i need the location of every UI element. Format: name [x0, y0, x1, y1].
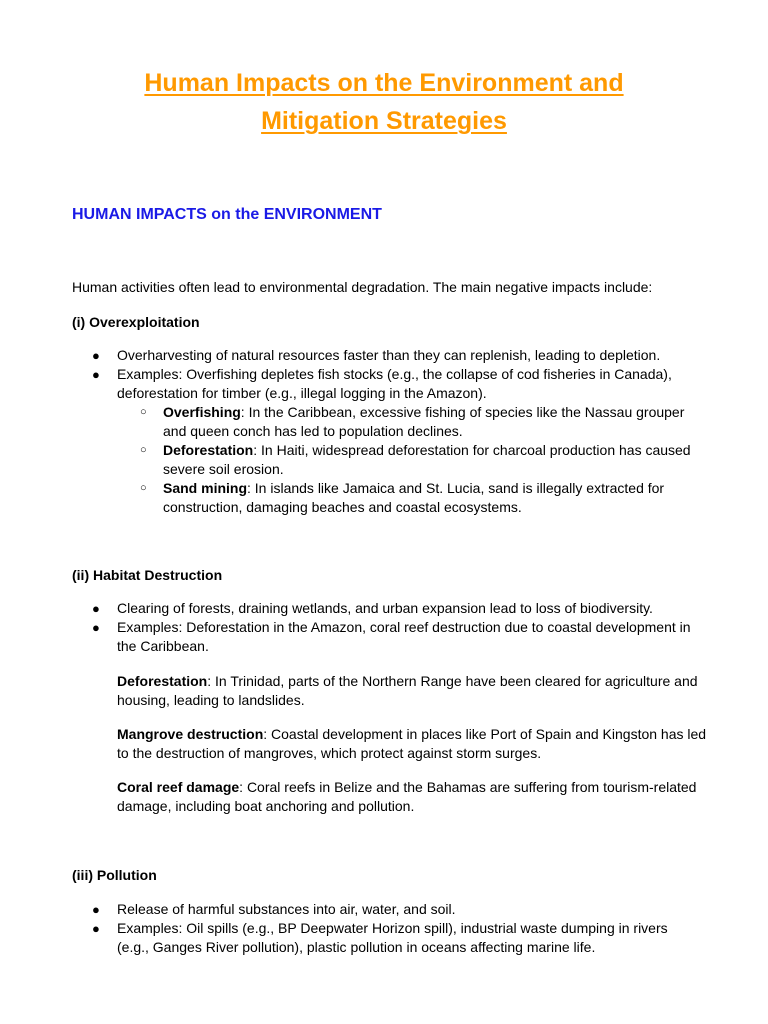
term-text: : Coral reefs in Belize and the Bahamas are suffering from tourism-related damage, including boat anchoring and pollution. — [117, 779, 697, 814]
list-item — [72, 900, 702, 919]
term-text: : In Haiti, widespread deforestation for charcoal production has caused severe soil erosion. — [163, 442, 691, 477]
list-item-text: Overharvesting of natural resources faster than they can replenish, leading to depletion. — [117, 347, 661, 363]
list-item-text: Examples: Overfishing depletes fish stocks (e.g., the collapse of cod fisheries in Canada), deforestation for timber (e.g., illegal logging in the Amazon). — [117, 366, 672, 401]
term-text: : In islands like Jamaica and St. Lucia, sand is illegally extracted for construction, damaging beaches and coastal ecosystems. — [163, 480, 665, 515]
bullet-icon: ● — [92, 921, 100, 936]
sublist-item — [117, 403, 702, 441]
section-heading: HUMAN IMPACTS on the ENVIRONMENT — [72, 206, 382, 223]
list-item — [72, 365, 702, 517]
sublist-item — [117, 479, 702, 517]
bullet-icon: ● — [92, 367, 100, 382]
bullet-icon: ● — [92, 601, 100, 616]
title-line-2: Mitigation Strategies — [261, 107, 507, 135]
circle-bullet-icon: ○ — [140, 444, 147, 456]
term: Mangrove destruction — [117, 726, 264, 742]
list-item-text: Examples: Deforestation in the Amazon, coral reef destruction due to coastal development in the Caribbean. — [117, 619, 691, 654]
list-item — [72, 599, 702, 618]
intro-paragraph: Human activities often lead to environmental degradation. The main negative impacts include: — [72, 279, 653, 295]
pollution-list — [72, 900, 702, 957]
list-item-text: Examples: Oil spills (e.g., BP Deepwater Horizon spill), industrial waste dumping in rivers (e.g., Ganges River pollution), plastic pollution in oceans affecting marine life. — [117, 920, 668, 955]
overexploitation-sublist — [117, 403, 702, 517]
overexploitation-heading: (i) Overexploitation — [72, 314, 200, 330]
term-text: : In Trinidad, parts of the Northern Range have been cleared for agriculture and housing, leading to landslides. — [117, 673, 698, 708]
sublist-item — [117, 441, 702, 479]
circle-bullet-icon: ○ — [140, 482, 147, 494]
term: Deforestation — [117, 673, 208, 689]
habitat-example-mangrove — [117, 725, 707, 763]
pollution-heading: (iii) Pollution — [72, 867, 157, 883]
list-item — [72, 618, 702, 656]
term: Deforestation — [163, 442, 254, 458]
habitat-list — [72, 599, 702, 656]
term-text: : Coastal development in places like Port of Spain and Kingston has led to the destruction of mangroves, which protect against storm surges. — [117, 726, 707, 761]
habitat-example-deforestation — [117, 672, 707, 710]
habitat-heading: (ii) Habitat Destruction — [72, 567, 223, 583]
list-item — [72, 346, 702, 365]
list-item — [72, 919, 702, 957]
list-item-text: Release of harmful substances into air, water, and soil. — [117, 901, 456, 917]
title-line-1: Human Impacts on the Environment and — [144, 69, 624, 97]
document-title — [72, 64, 696, 140]
overexploitation-list — [72, 346, 702, 517]
list-item-text: Clearing of forests, draining wetlands, and urban expansion lead to loss of biodiversity. — [117, 600, 653, 616]
term-text: : In the Caribbean, excessive fishing of species like the Nassau grouper and queen conch has led to population declines. — [163, 404, 685, 439]
habitat-example-coral — [117, 778, 707, 816]
bullet-icon: ● — [92, 620, 100, 635]
bullet-icon: ● — [92, 348, 100, 363]
circle-bullet-icon: ○ — [140, 406, 147, 418]
bullet-icon: ● — [92, 902, 100, 917]
term: Sand mining — [163, 480, 247, 496]
term: Overfishing — [163, 404, 241, 420]
term: Coral reef damage — [117, 779, 240, 795]
